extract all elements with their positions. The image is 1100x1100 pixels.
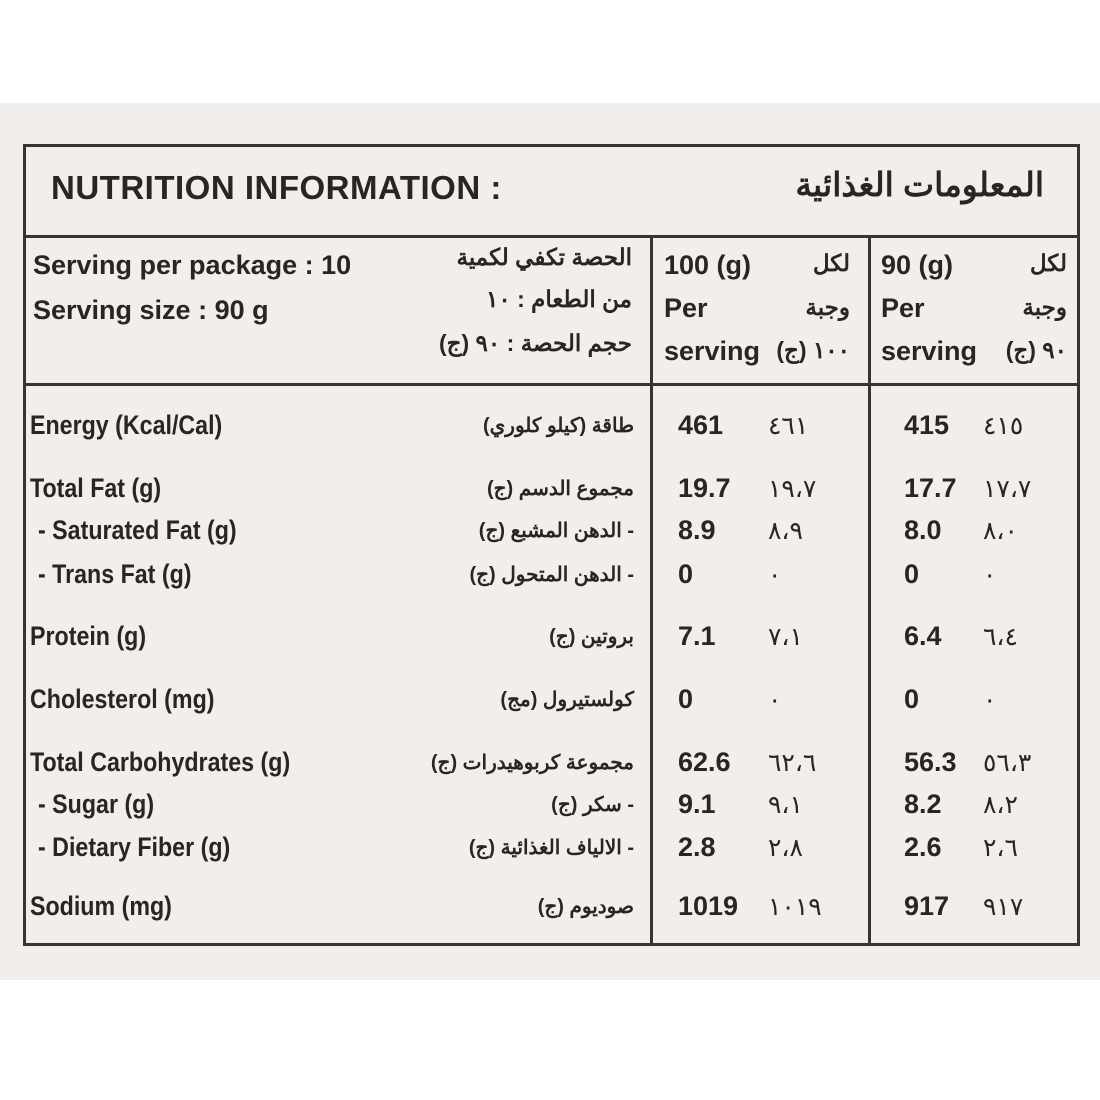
nutrient-label-ar: بروتين (ج): [549, 626, 634, 648]
col1-ar-3: ١٠٠ (ج): [776, 337, 850, 363]
value-100g-ar: ٨،٩: [768, 517, 803, 545]
col1-serving: serving: [664, 336, 761, 366]
value-100g: 0: [678, 559, 694, 589]
value-90g: 917: [904, 891, 950, 921]
value-100g-ar: ٠: [768, 686, 782, 714]
col1-amount: 100 (g): [664, 250, 752, 280]
header-divider: [26, 383, 1077, 386]
value-90g: 415: [904, 410, 950, 440]
nutrient-label: - Trans Fat (g): [38, 559, 192, 589]
nutrient-label: - Saturated Fat (g): [38, 515, 237, 545]
value-100g: 0: [678, 684, 694, 714]
nutrient-label: - Sugar (g): [38, 789, 155, 819]
col2-serving: serving: [881, 336, 978, 366]
col2-amount: 90 (g): [881, 250, 954, 280]
serving-size-ar: حجم الحصة : ٩٠ (ج): [438, 330, 632, 356]
value-90g: 0: [904, 684, 920, 714]
value-90g: 56.3: [904, 747, 957, 777]
serving-size: Serving size : 90 g: [33, 295, 269, 325]
nutrient-label: Protein (g): [30, 621, 147, 651]
col1-ar-2: وجبة: [805, 294, 850, 320]
value-90g-ar: ٤١٥: [983, 412, 1024, 440]
nutrient-label: Total Carbohydrates (g): [30, 747, 291, 777]
value-100g-ar: ٦٢،٦: [768, 749, 817, 777]
title-arabic: المعلومات الغذائية: [795, 166, 1044, 203]
serving-per-package: Serving per package : 10: [33, 250, 352, 280]
nutrient-label-ar: مجموع الدسم (ج): [486, 478, 634, 500]
value-100g: 1019: [678, 891, 739, 921]
value-90g-ar: ٠: [983, 686, 997, 714]
value-100g: 9.1: [678, 789, 716, 819]
value-100g-ar: ٢،٨: [768, 834, 803, 862]
value-90g-ar: ٨،٠: [983, 517, 1018, 545]
nutrient-label-ar: - سكر (ج): [551, 794, 634, 816]
value-90g-ar: ٥٦،٣: [983, 749, 1032, 777]
value-90g: 6.4: [904, 621, 942, 651]
nutrient-label-ar: طاقة (كيلو كلوري): [482, 415, 634, 437]
value-100g: 7.1: [678, 621, 716, 651]
nutrient-label-ar: مجموعة كربوهيدرات (ج): [430, 752, 634, 774]
title-english: NUTRITION INFORMATION :: [51, 169, 502, 206]
col1-per: Per: [664, 293, 708, 323]
nutrient-label: Energy (Kcal/Cal): [30, 410, 223, 440]
serving-per-package-ar-1: الحصة تكفي لكمية: [456, 244, 632, 270]
value-90g: 8.2: [904, 789, 942, 819]
col2-ar-3: ٩٠ (ج): [1005, 337, 1067, 363]
value-100g: 19.7: [678, 473, 731, 503]
col2-per: Per: [881, 293, 925, 323]
value-90g: 2.6: [904, 832, 942, 862]
value-100g-ar: ٠: [768, 561, 782, 589]
nutrient-label-ar: - الالياف الغذائية (ج): [468, 837, 634, 859]
nutrient-label-ar: كولستيرول (مج): [500, 689, 634, 711]
value-90g: 8.0: [904, 515, 942, 545]
value-100g-ar: ١٩،٧: [768, 475, 817, 503]
value-100g-ar: ٩،١: [768, 791, 803, 819]
nutrient-label-ar: - الدهن المتحول (ج): [469, 564, 634, 586]
nutrient-label: Cholesterol (mg): [30, 684, 215, 714]
col2-ar-2: وجبة: [1022, 294, 1067, 320]
value-90g-ar: ٩١٧: [983, 893, 1024, 921]
nutrition-table: [23, 144, 1080, 946]
value-90g-ar: ٢،٦: [983, 834, 1018, 862]
nutrient-label-ar: صوديوم (ج): [537, 896, 634, 918]
nutrient-label: - Dietary Fiber (g): [38, 832, 231, 862]
value-90g: 17.7: [904, 473, 957, 503]
value-90g-ar: ٨،٢: [983, 791, 1018, 819]
value-100g: 8.9: [678, 515, 716, 545]
value-100g-ar: ٤٦١: [768, 412, 809, 440]
col1-ar-1: لكل: [812, 250, 850, 276]
value-90g: 0: [904, 559, 920, 589]
title-divider: [26, 235, 1077, 238]
nutrient-label: Sodium (mg): [30, 891, 172, 921]
value-90g-ar: ٦،٤: [983, 623, 1018, 651]
value-100g: 461: [678, 410, 724, 440]
nutrient-label: Total Fat (g): [30, 473, 162, 503]
value-90g-ar: ٠: [983, 561, 997, 589]
col2-ar-1: لكل: [1029, 250, 1067, 276]
value-100g-ar: ١٠١٩: [768, 893, 822, 921]
value-90g-ar: ١٧،٧: [983, 475, 1032, 503]
column-divider-1: [650, 235, 653, 943]
value-100g: 2.8: [678, 832, 716, 862]
nutrient-label-ar: - الدهن المشبع (ج): [478, 520, 634, 542]
serving-per-package-ar-2: من الطعام : ١٠: [486, 286, 632, 312]
value-100g-ar: ٧،١: [768, 623, 803, 651]
value-100g: 62.6: [678, 747, 731, 777]
column-divider-2: [868, 235, 871, 943]
